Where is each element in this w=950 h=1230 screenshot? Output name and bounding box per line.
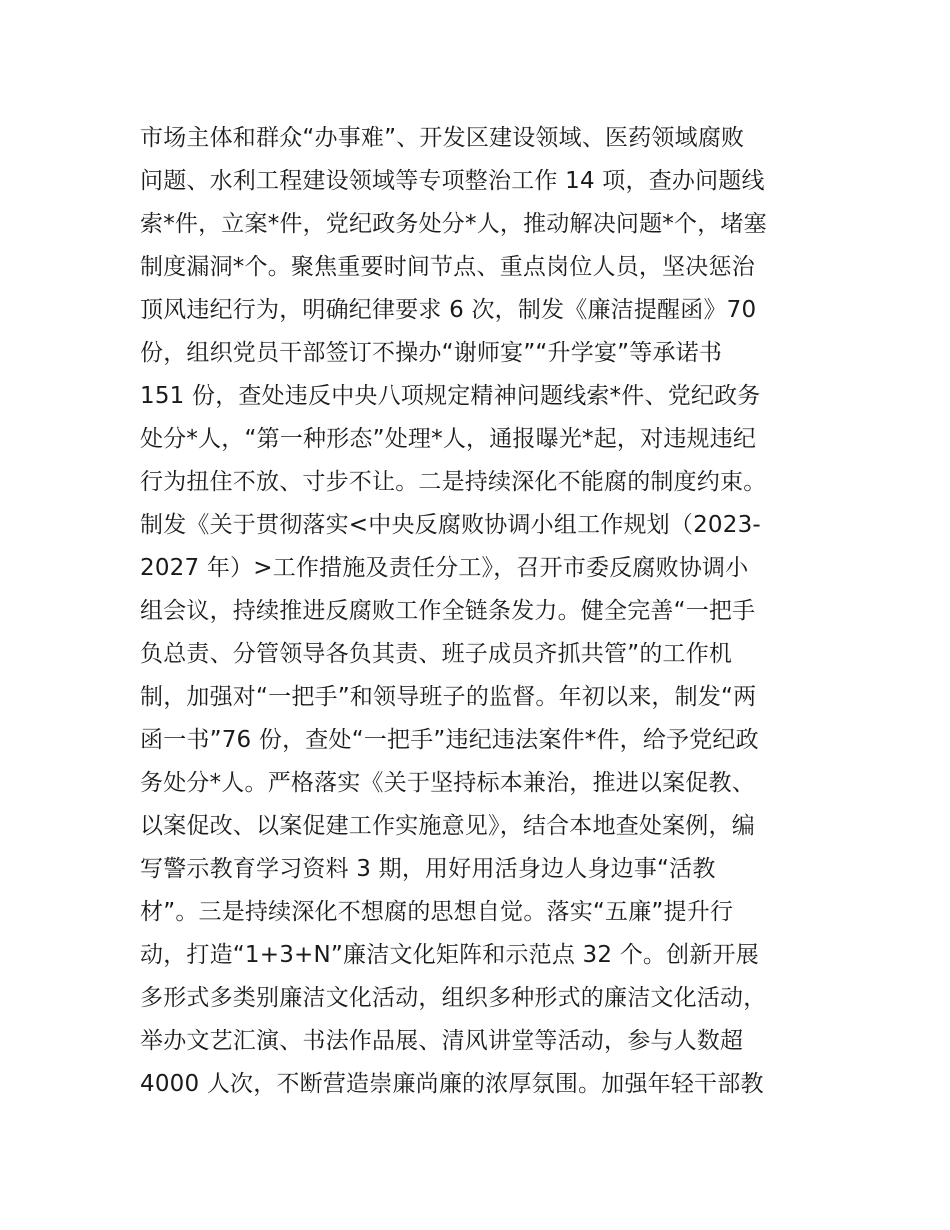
text-line: 动，打造“1+3+N”廉洁文化矩阵和示范点 32 个。创新开展 bbox=[140, 942, 759, 968]
text-line: 务处分*人。严格落实《关于坚持标本兼治，推进以案促教、 bbox=[140, 770, 755, 796]
text-line: 4000 人次，不断营造崇廉尚廉的浓厚氛围。加强年轻干部教 bbox=[140, 1071, 764, 1097]
text-line: 行为扭住不放、寸步不让。二是持续深化不能腐的制度约束。 bbox=[140, 469, 767, 495]
text-line: 负总责、分管领导各负其责、班子成员齐抓共管”的工作机 bbox=[140, 641, 733, 667]
text-line: 制，加强对“一把手”和领导班子的监督。年初以来，制发“两 bbox=[140, 684, 757, 710]
text-line: 组会议，持续推进反腐败工作全链条发力。健全完善“一把手 bbox=[140, 598, 756, 624]
text-line: 问题、水利工程建设领域等专项整治工作 14 项，查办问题线 bbox=[140, 168, 765, 194]
text-line: 制度漏洞*个。聚焦重要时间节点、重点岗位人员，坚决惩治 bbox=[140, 254, 755, 280]
text-line: 制发《关于贯彻落实<中央反腐败协调小组工作规划（2023- bbox=[140, 512, 761, 538]
text-line: 写警示教育学习资料 3 期，用好用活身边人身边事“活教 bbox=[140, 856, 716, 882]
text-line: 多形式多类别廉洁文化活动，组织多种形式的廉洁文化活动， bbox=[140, 985, 767, 1011]
text-line: 市场主体和群众“办事难”、开发区建设领域、医药领域腐败 bbox=[140, 125, 745, 151]
text-line: 份，组织党员干部签订不操办“谢师宴”“升学宴”等承诺书 bbox=[140, 340, 723, 366]
text-line: 处分*人，“第一种形态”处理*人，通报曝光*起，对违规违纪 bbox=[140, 426, 757, 452]
text-line: 151 份，查处违反中央八项规定精神问题线索*件、党纪政务 bbox=[140, 383, 761, 409]
text-line: 以案促改、以案促建工作实施意见》，结合本地查处案例，编 bbox=[140, 813, 755, 839]
body-paragraph bbox=[140, 117, 820, 1106]
text-line: 函一书”76 份，查处“一把手”违纪违法案件*件，给予党纪政 bbox=[140, 727, 759, 753]
text-line: 索*件，立案*件，党纪政务处分*人，推动解决问题*个，堵塞 bbox=[140, 211, 767, 237]
text-line: 举办文艺汇演、书法作品展、清风讲堂等活动，参与人数超 bbox=[140, 1028, 744, 1054]
text-line: 2027 年）>工作措施及责任分工》，召开市委反腐败协调小 bbox=[140, 555, 749, 581]
text-line: 顶风违纪行为，明确纪律要求 6 次，制发《廉洁提醒函》70 bbox=[140, 297, 757, 323]
text-line: 材”。三是持续深化不想腐的思想自觉。落实“五廉”提升行 bbox=[140, 899, 734, 925]
